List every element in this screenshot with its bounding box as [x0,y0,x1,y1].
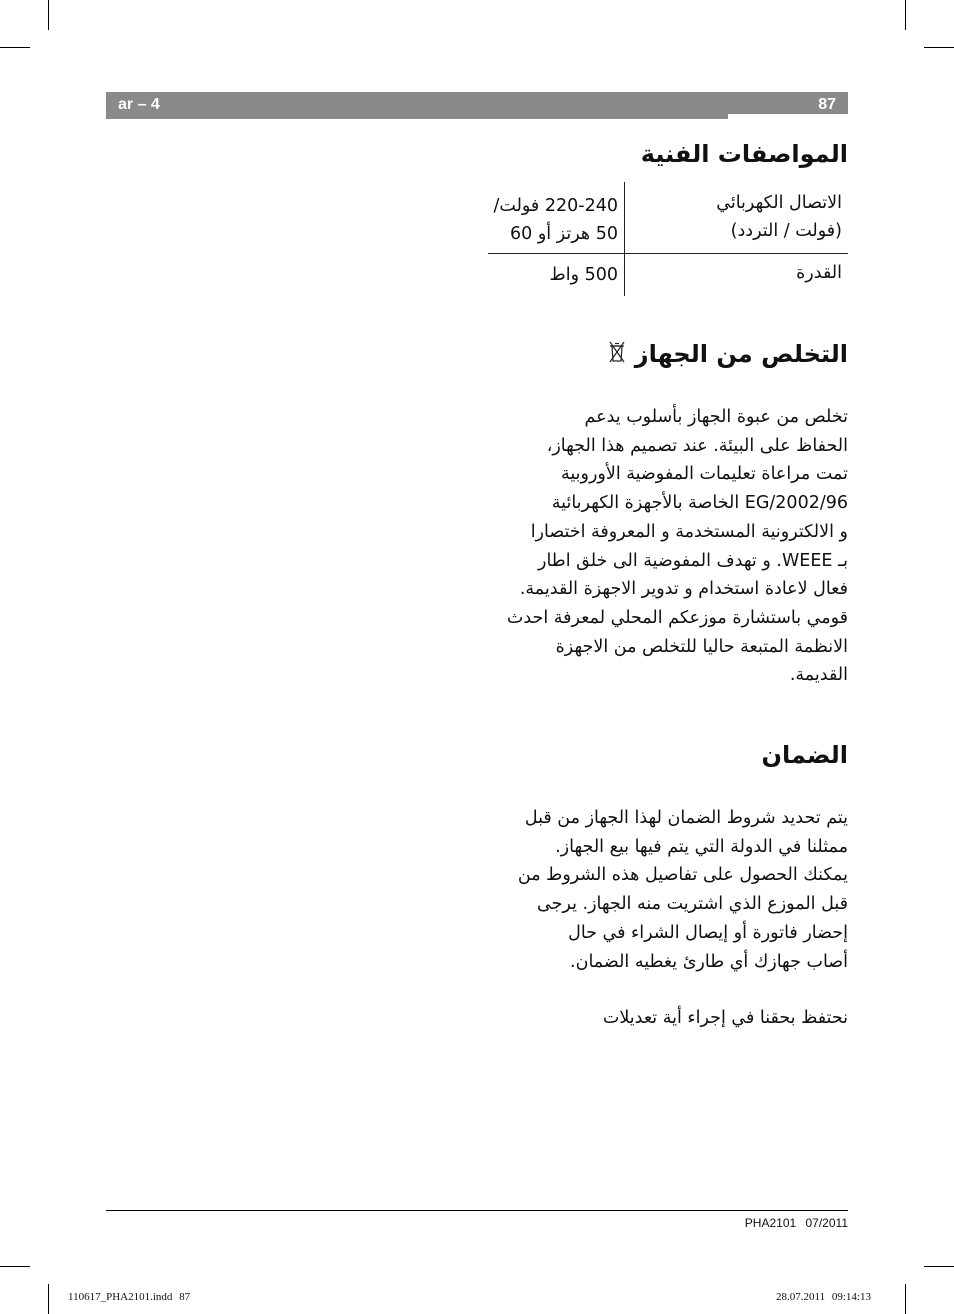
specs-table [488,182,848,296]
disposal-line: 2002/96/EG الخاصة بالأجهزة الكهربائية [551,493,848,514]
crop-mark-bottom-right [905,1284,906,1314]
footer-model-date: PHA2101 07/2011 [744,1216,848,1230]
rights-reserved-note: نحتفظ بحقنا في إجراء أية تعديلات [602,1008,848,1028]
crossed-bin-icon [608,340,626,370]
warranty-line: إحضار فاتورة أو إيصال الشراء في حال [568,922,848,943]
disposal-line: تخلص من عبوة الجهاز بأسلوب يدعم [584,407,848,427]
running-header [106,92,848,119]
disposal-paragraph [488,403,848,690]
crop-mark-right-top [924,47,954,48]
warranty-line: يمكنك الحصول على تفاصيل هذه الشروط من [517,865,848,886]
disposal-heading-text: التخلص من الجهاز [634,340,848,368]
disposal-line: و الالكترونية المستخدمة و المعروفة اختصارا [530,521,848,542]
warranty-line: يتم تحديد شروط الضمان لهذا الجهاز من قبل [524,808,848,828]
crop-mark-bottom-left [48,1284,49,1314]
warranty-heading: الضمان [761,741,848,769]
spec-value-power: 500 واط [549,265,618,285]
crop-mark-right-bottom [924,1266,954,1267]
specs-table-row-divider [488,253,848,254]
footer-rule [106,1210,848,1211]
warranty-line: قبل الموزع الذي اشتريت منه الجهاز. يرجى [537,894,848,915]
print-slug-filename: 110617_PHA2101.indd 87 [68,1291,191,1303]
warranty-line: أصاب جهازك أي طارئ يغطيه الضمان. [570,951,848,972]
spec-label-power: القدرة [796,263,842,283]
spec-value-connection: 220-240 فولت/ 50 هرتز أو 60 [493,196,618,244]
disposal-line: فعال لاعادة استخدام و تدوير الاجهزة القديمة. [519,579,848,600]
crop-mark-top-right [905,0,906,30]
disposal-line: القديمة. [789,665,848,686]
crop-mark-top-left [48,0,49,30]
page-number: 87 [818,96,836,113]
disposal-line: الحفاظ على البيئة. عند تصميم هذا الجهاز، [546,435,848,456]
disposal-line: الانظمة المتبعة حاليا للتخلص من الاجهزة [555,636,848,657]
crop-mark-left-top [0,47,30,48]
specs-heading: المواصفات الفنية [640,140,848,168]
disposal-line: تمت مراعاة تعليمات المفوضية الأوروبية [560,464,848,485]
crop-mark-left-bottom [0,1266,30,1267]
disposal-line: بـ WEEE. و تهدف المفوضية الى خلق اطار [538,550,848,571]
warranty-paragraph [488,804,848,976]
disposal-heading [600,340,848,370]
language-section-label: ar – 4 [118,96,160,113]
specs-table-column-divider [624,182,625,296]
spec-label-connection: الاتصال الكهربائي (فولت / التردد) [716,193,842,241]
header-notch [728,114,848,119]
disposal-line: قومي باستشارة موزعكم المحلي لمعرفة احدث [506,607,848,628]
print-slug-timestamp: 28.07.2011 09:14:13 [776,1291,871,1303]
warranty-line: ممثلنا في الدولة التي يتم فيها بيع الجهاز. [555,836,848,857]
